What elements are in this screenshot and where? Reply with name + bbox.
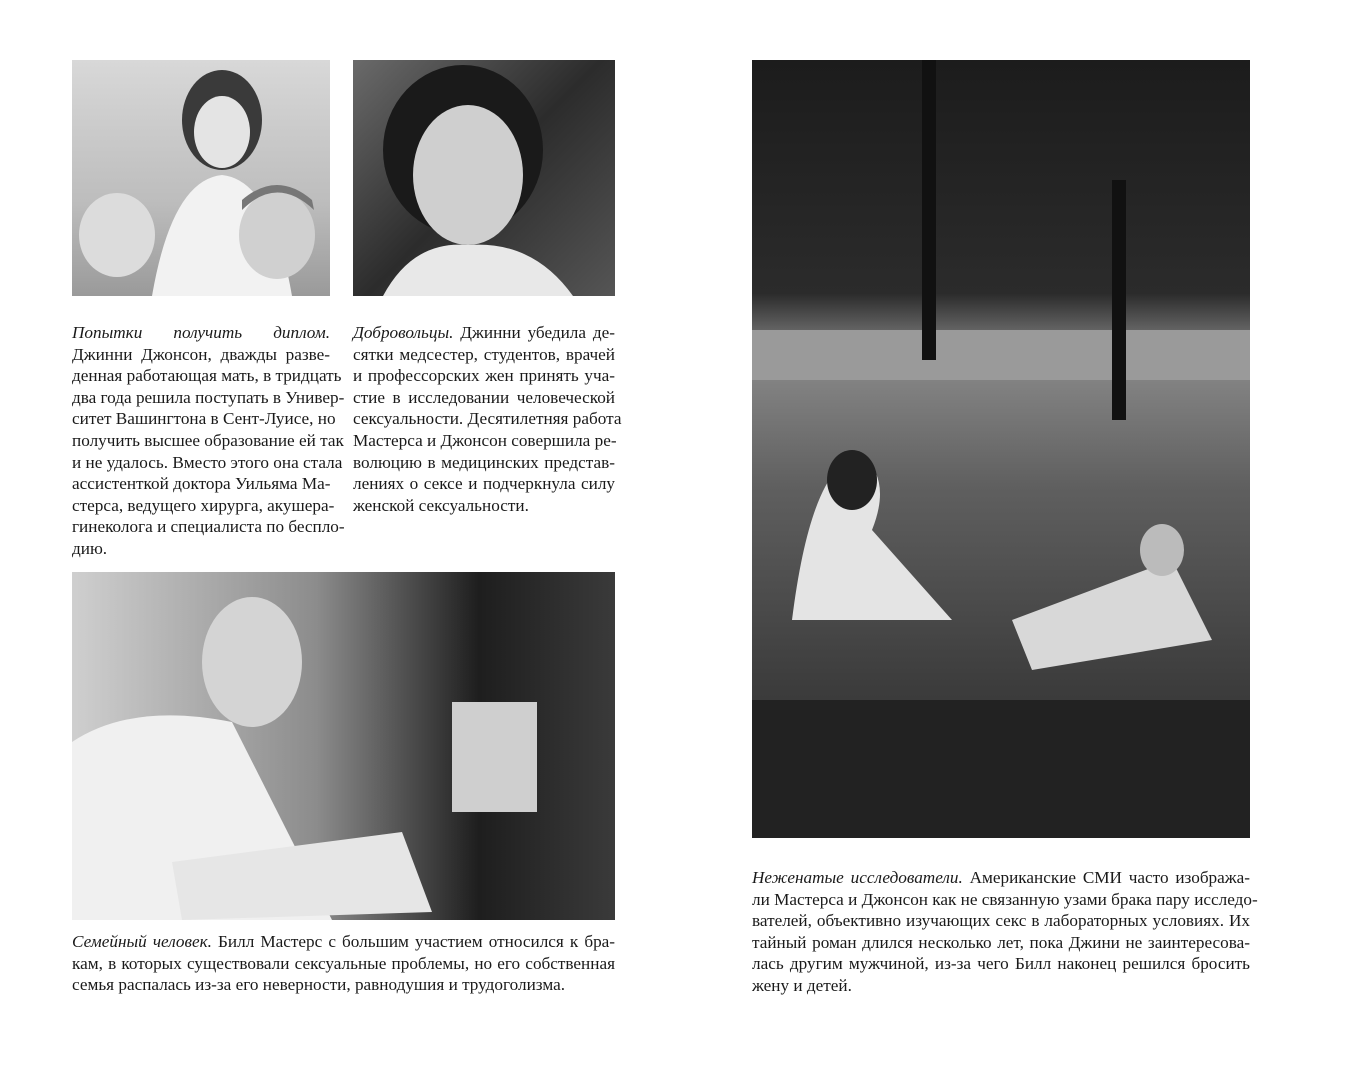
caption-line: ассистенткой доктора Уильяма Ма- bbox=[72, 474, 331, 494]
caption-line: вателей, объективно изучающих секс в лабораторных условиях. Их bbox=[752, 911, 1250, 931]
caption-first-line bbox=[72, 931, 615, 953]
caption-line: ли Мастерса и Джонсон как не связанную узами брака пару исследо- bbox=[752, 889, 1258, 909]
photo-mother-with-children bbox=[72, 60, 330, 296]
caption-line: дию. bbox=[72, 538, 108, 558]
caption-line: сятки медсестер, студентов, врачей bbox=[353, 344, 615, 364]
photo-couple-on-lawn-image bbox=[752, 60, 1250, 838]
caption-line: тайный роман длился несколько лет, пока Джини не заинтересова- bbox=[752, 932, 1250, 952]
caption-attempt-diploma bbox=[72, 322, 345, 560]
caption-line: гинеколога и специалиста по беспло- bbox=[72, 517, 345, 537]
caption-volunteers bbox=[353, 322, 622, 516]
caption-line: получить высшее образование ей так bbox=[72, 430, 344, 450]
caption-title: Добровольцы. bbox=[353, 323, 454, 342]
photo-man-reading-book-image bbox=[72, 572, 615, 920]
photo-man-reading-book bbox=[72, 572, 615, 920]
caption-line: два года решила поступать в Универ- bbox=[72, 387, 345, 407]
caption-line: и профессорских жен принять уча- bbox=[353, 366, 615, 386]
caption-unmarried-researchers bbox=[752, 867, 1258, 997]
photo-smiling-woman-image bbox=[353, 60, 615, 296]
caption-title: Неженатые исследователи. bbox=[752, 868, 963, 887]
caption-text: Билл Мастерс с большим участием относился к бра- bbox=[218, 932, 616, 951]
caption-line: лась другим мужчиной, из-за чего Билл наконец решился бросить bbox=[752, 954, 1250, 974]
caption-line: волюцию в медицинских представ- bbox=[353, 452, 615, 472]
caption-line: Мастерса и Джонсон совершила ре- bbox=[353, 430, 617, 450]
caption-line: кам, в которых существовали сексуальные проблемы, но его собственная bbox=[72, 953, 615, 973]
caption-title: Семейный человек. bbox=[72, 932, 212, 951]
photo-couple-on-lawn bbox=[752, 60, 1250, 838]
caption-line: стие в исследовании человеческой bbox=[353, 387, 615, 407]
caption-line: стерса, ведущего хирурга, акушера- bbox=[72, 495, 335, 515]
photo-smiling-woman bbox=[353, 60, 615, 296]
caption-title-line bbox=[72, 322, 330, 344]
caption-line: семья распалась из-за его неверности, равнодушия и трудоголизма. bbox=[72, 975, 565, 995]
caption-line: сексуальности. Десятилетняя работа bbox=[353, 409, 622, 429]
caption-line: жену и детей. bbox=[752, 975, 852, 995]
caption-line: ситет Вашингтона в Сент-Луисе, но bbox=[72, 409, 336, 429]
caption-line: лениях о сексе и подчеркнула силу bbox=[353, 474, 615, 494]
caption-first-line bbox=[353, 322, 615, 344]
caption-first-line bbox=[752, 867, 1250, 889]
caption-text: Американские СМИ часто изобража- bbox=[969, 868, 1251, 887]
caption-line: и не удалось. Вместо этого она стала bbox=[72, 452, 343, 472]
photo-mother-with-children-image bbox=[72, 60, 330, 296]
caption-text: Джинни убедила де- bbox=[460, 323, 615, 342]
caption-line: Джинни Джонсон, дважды разве- bbox=[72, 344, 330, 364]
caption-title: Попытки получить диплом. bbox=[72, 323, 330, 342]
caption-line: денная работающая мать, в тридцать bbox=[72, 366, 342, 386]
caption-line: женской сексуальности. bbox=[353, 495, 529, 515]
caption-family-man bbox=[72, 931, 615, 996]
